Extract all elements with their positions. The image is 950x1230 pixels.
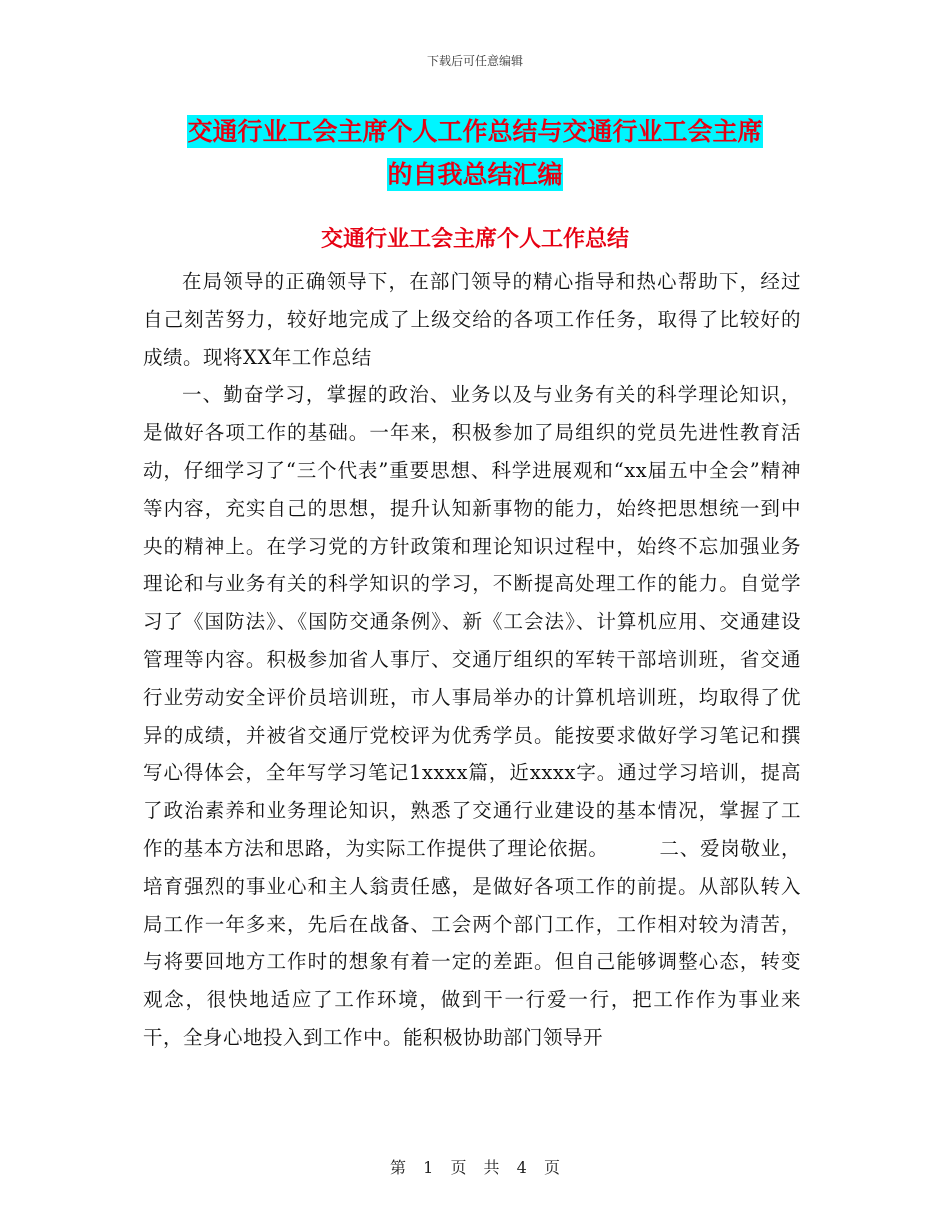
body-text	[143, 263, 801, 1057]
title-line-1: 交通行业工会主席个人工作总结与交通行业工会主席	[187, 117, 763, 146]
footer-page-label: 第	[390, 1158, 407, 1177]
document-title	[140, 110, 810, 196]
footer-total-label: 共	[483, 1158, 500, 1177]
title-line-2: 的自我总结汇编	[387, 160, 563, 189]
footer-page-number: 1	[423, 1158, 434, 1177]
paragraph-intro: 在局领导的正确领导下，在部门领导的精心指导和热心帮助下，经过自己刻苦努力，较好地完成了上级交给的各项工作任务，取得了比较好的成绩。现将XX年工作总结	[143, 270, 801, 369]
footer-total-pages: 4	[516, 1158, 527, 1177]
footer-total-unit: 页	[543, 1158, 560, 1177]
footer-page-unit: 页	[450, 1158, 467, 1177]
page-footer	[0, 1155, 950, 1178]
header-note: 下载后可任意编辑	[426, 54, 523, 68]
section-title: 交通行业工会主席个人工作总结	[320, 226, 629, 252]
paragraph-main: 一、勤奋学习，掌握的政治、业务以及与业务有关的科学理论知识，是做好各项工作的基础。一年来，积极参加了局组织的党员先进性教育活动，仔细学习了“三个代表”重要思想、科学进展观和“xx届五中全会”精神等内容，充实自己的思想，提升认知新事物的能力，始终把思想统一到中央的精神上。在学习党的方针政策和理论知识过程中，始终不忘加强业务理论和与业务有关的科学知识的学习，不断提高处理工作的能力。自觉学习了《国防法》、《国防交通条例》、新《工会法》、计算机应用、交通建设管理等内容。积极参加省人事厅、交通厅组织的军转干部培训班，省交通行业劳动安全评价员培训班，市人事局举办的计算机培训班，均取得了优异的成绩，并被省交通厅党校评为优秀学员。能按要求做好学习笔记和撰写心得体会，全年写学习笔记1xxxx篇，近xxxx字。通过学习培训，提高了政治素养和业务理论知识，熟悉了交通行业建设的基本情况，掌握了工作的基本方法和思路，为实际工作提供了理论依据。 二、爱岗敬业，培育强烈的事业心和主人翁责任感，是做好各项工作的前提。从部队转入局工作一年多来，先后在战备、工会两个部门工作，工作相对较为清苦，与将要回地方工作时的想象有着一定的差距。但自己能够调整心态，转变观念，很快地适应了工作环境，做到干一行爱一行，把工作作为事业来干，全身心地投入到工作中。能积极协助部门领导开	[143, 383, 801, 1049]
